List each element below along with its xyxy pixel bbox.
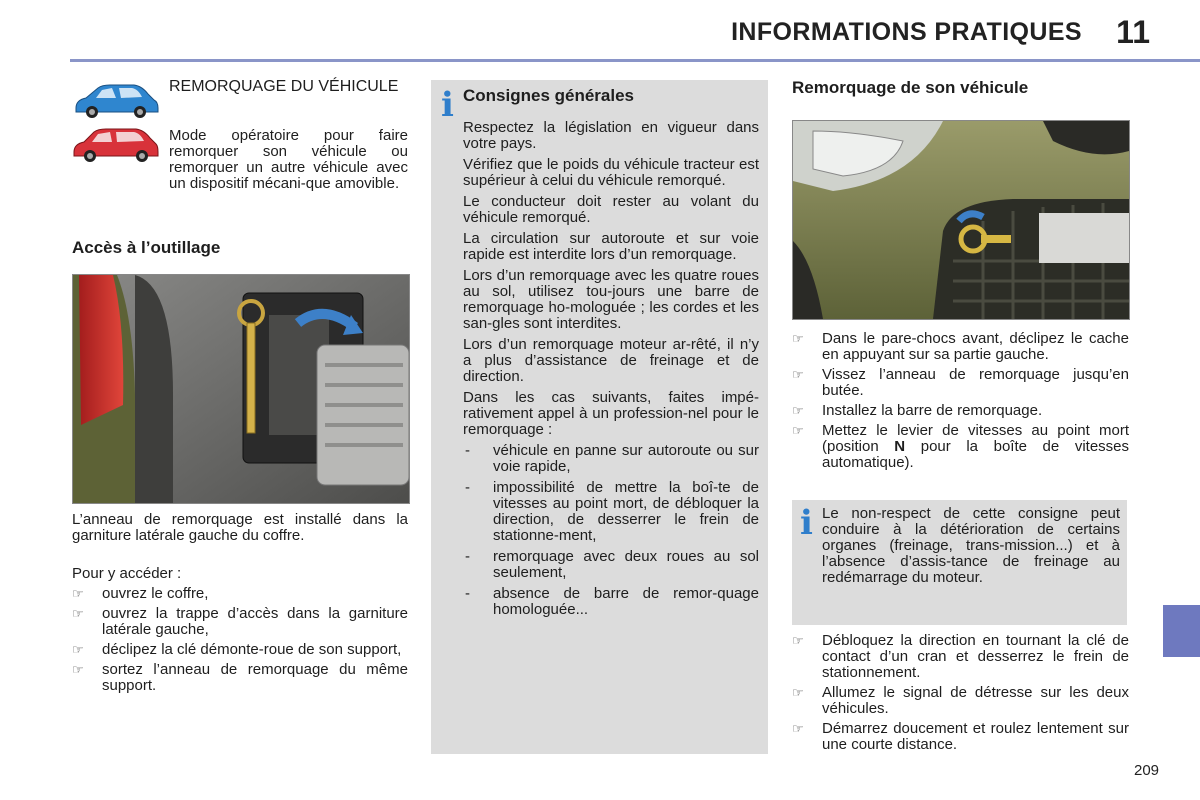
tools-access-intro: Pour y accéder :	[72, 565, 182, 582]
page-number: 209	[1134, 762, 1160, 779]
header-title: INFORMATIONS PRATIQUES	[731, 18, 1082, 46]
intro-title: REMORQUAGE DU VÉHICULE	[169, 78, 399, 95]
list-item: - impossibilité de mettre la boî-te de vitesses au point mort, de débloquer la direction, de desserrer le frein de stationne-ment,	[465, 479, 759, 544]
paragraph: Dans les cas suivants, faites impé-rativement appel à un profession-nel pour le remorquage :	[463, 389, 759, 438]
warning-box	[792, 500, 1127, 625]
car-red-icon	[72, 126, 160, 164]
bumper-photo	[792, 120, 1130, 320]
tools-steps	[72, 586, 408, 698]
own-steps-2	[792, 633, 1129, 757]
list-item: ☞ Démarrez doucement et roulez lentement sur une courte distance.	[792, 720, 1129, 753]
pointing-hand-icon: ☞	[792, 721, 804, 736]
paragraph: Lors d’un remorquage moteur ar-rêté, il n’y a plus d’assistance de freinage et de direction.	[463, 336, 759, 385]
list-item: - remorquage avec deux roues au sol seulement,	[465, 548, 759, 581]
list-item: - véhicule en panne sur autoroute ou sur voie rapide,	[465, 442, 759, 475]
list-item: ☞ Débloquez la direction en tournant la clé de contact d’un cran et desserrez le frein de stationnement.	[792, 632, 1129, 681]
own-title: Remorquage de son véhicule	[792, 78, 1029, 97]
list-item: ☞ Installez la barre de remorquage.	[792, 402, 1043, 419]
chapter-number: 11	[1116, 14, 1150, 50]
list-item: ☞ ouvrez la trappe d’accès dans la garniture latérale gauche,	[72, 605, 408, 638]
general-text	[463, 120, 759, 623]
warning-text: Le non-respect de cette consigne peut conduire à la détérioration de certains organes (freinage, trans-mission...) et à l’absence d’assis-tance de freinage au redémarrage du moteur.	[822, 505, 1120, 586]
paragraph: Respectez la législation en vigueur dans votre pays.	[463, 119, 759, 152]
pointing-hand-icon: ☞	[72, 642, 84, 657]
chapter-tab	[1163, 605, 1200, 657]
paragraph: Vérifiez que le poids du véhicule tracteur est supérieur à celui du véhicule remorqué.	[463, 156, 759, 189]
pointing-hand-icon: ☞	[72, 662, 84, 677]
info-icon: i	[441, 85, 454, 125]
paragraph: Lors d’un remorquage avec les quatre roues au sol, utilisez tou-jours une barre de remorquage ho-mologuée ; les cordes et les san-gles sont interdites.	[463, 267, 759, 332]
pointing-hand-icon: ☞	[792, 331, 804, 346]
car-blue-icon	[72, 82, 160, 120]
paragraph: La circulation sur autoroute et sur voie rapide est interdite lors d’un remorquage.	[463, 230, 759, 263]
list-item: ☞ sortez l’anneau de remorquage du même support.	[72, 661, 408, 694]
paragraph: Le conducteur doit rester au volant du véhicule remorqué.	[463, 193, 759, 226]
pointing-hand-icon: ☞	[792, 403, 804, 418]
list-item: ☞ Dans le pare-chocs avant, déclipez le cache en appuyant sur sa partie gauche.	[792, 330, 1129, 363]
tools-title: Accès à l’outillage	[72, 238, 221, 257]
list-item: ☞ Vissez l’anneau de remorquage jusqu’en butée.	[792, 366, 1129, 399]
list-item: - absence de barre de remor-quage homologuée...	[465, 585, 759, 618]
own-steps	[792, 331, 1129, 475]
pointing-hand-icon: ☞	[792, 633, 804, 648]
general-rules-box	[431, 80, 768, 754]
list-item: ☞ ouvrez le coffre,	[72, 585, 209, 602]
intro-text: Mode opératoire pour faire remorquer son véhicule ou remorquer un autre véhicule avec un dispositif mécani-que amovible.	[169, 127, 408, 192]
pointing-hand-icon: ☞	[792, 367, 804, 382]
pointing-hand-icon: ☞	[792, 423, 804, 438]
tools-caption: L’anneau de remorquage est installé dans la garniture latérale gauche du coffre.	[72, 511, 408, 544]
list-item: ☞ Allumez le signal de détresse sur les deux véhicules.	[792, 684, 1129, 717]
trunk-photo	[72, 274, 410, 504]
pointing-hand-icon: ☞	[72, 586, 84, 601]
header-rule	[70, 59, 1200, 62]
pointing-hand-icon: ☞	[72, 606, 84, 621]
pointing-hand-icon: ☞	[792, 685, 804, 700]
info-icon: i	[800, 503, 813, 543]
list-item: ☞ déclipez la clé démonte-roue de son support,	[72, 641, 402, 658]
general-title: Consignes générales	[463, 86, 635, 105]
cases-list	[463, 443, 759, 618]
list-item: ☞ Mettez le levier de vitesses au point mort (position N pour la boîte de vitesses automatique).	[792, 422, 1130, 471]
